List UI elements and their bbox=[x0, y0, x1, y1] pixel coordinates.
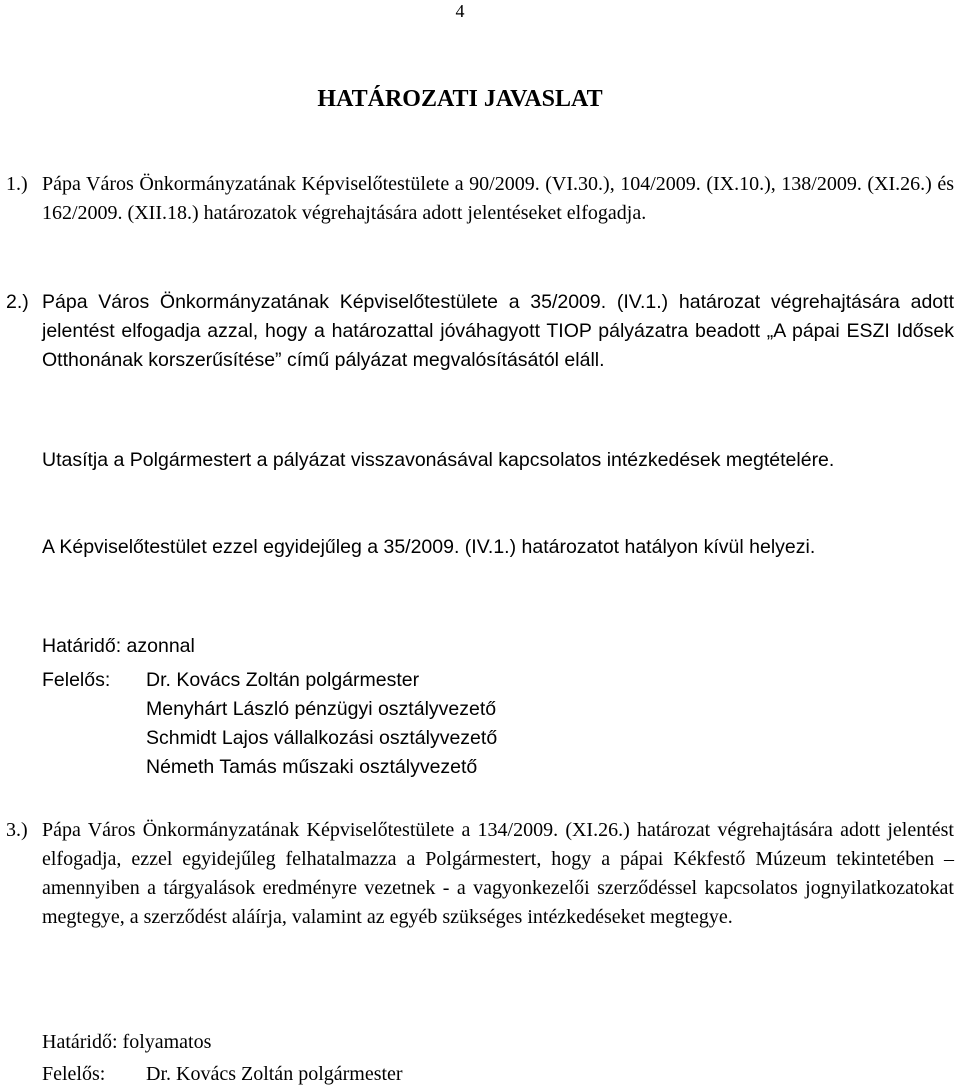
item-2-paragraph-3 bbox=[6, 533, 954, 562]
item-2-paragraph-2 bbox=[6, 446, 954, 475]
item-3-deadline: Határidő: folyamatos bbox=[42, 1031, 212, 1053]
item-2-paragraph-2-text: Utasítja a Polgármestert a pályázat visszavonásával kapcsolatos intézkedések megtételére. bbox=[42, 449, 835, 471]
document-title: HATÁROZATI JAVASLAT bbox=[317, 86, 603, 112]
page-number: 4 bbox=[455, 1, 465, 21]
responsible-person: Németh Tamás műszaki osztályvezető bbox=[146, 756, 478, 778]
item-2-paragraph-3-text: A Képviselőtestület ezzel egyidejűleg a 35/2009. (IV.1.) határozatot hatályon kívül helyezi. bbox=[42, 536, 816, 558]
responsible-person: Menyhárt László pénzügyi osztályvezető bbox=[146, 698, 497, 720]
item-3-responsible-block bbox=[42, 1060, 403, 1089]
item-3-responsible-label: Felelős: bbox=[42, 1063, 106, 1085]
item-3 bbox=[6, 816, 954, 932]
item-2 bbox=[6, 288, 954, 375]
item-1-number: 1.) bbox=[6, 173, 28, 195]
responsible-person: Schmidt Lajos vállalkozási osztályvezető bbox=[146, 727, 498, 749]
item-3-text: Pápa Város Önkormányzatának Képviselőtestülete a 134/2009. (XI.26.) határozat végrehajtására adott jelentést elfogadja, ezzel egyidejűleg felhatalmazza a Polgármestert, hogy a pápai Kékfestő Múzeum tekintetében – amennyiben a tárgyalások eredményre vezetnek - a vagyonkezelői szerződéssel kapcsolatos jognyilatkozatokat megtegye, a szerződést aláírja, valamint az egyéb szükséges intézkedéseket megtegye. bbox=[42, 819, 954, 928]
item-2-deadline: Határidő: azonnal bbox=[42, 635, 195, 657]
item-3-number: 3.) bbox=[6, 819, 28, 841]
item-2-text: Pápa Város Önkormányzatának Képviselőtestülete a 35/2009. (IV.1.) határozat végrehajtására adott jelentést elfogadja azzal, hogy a határozattal jóváhagyott TIOP pályázatra beadott „A pápai ESZI Idősek Otthonának korszerűsítése” című pályázat megvalósításától eláll. bbox=[42, 291, 954, 371]
item-2-responsible-label: Felelős: bbox=[42, 669, 111, 691]
item-1-text: Pápa Város Önkormányzatának Képviselőtestülete a 90/2009. (VI.30.), 104/2009. (IX.10.), 138/2009. (XI.26.) és 162/2009. (XII.18.) határozatok végrehajtására adott jelentéseket elfogadja. bbox=[42, 173, 954, 224]
responsible-person: Dr. Kovács Zoltán polgármester bbox=[146, 1063, 403, 1085]
responsible-person: Dr. Kovács Zoltán polgármester bbox=[146, 669, 420, 691]
item-2-number: 2.) bbox=[6, 291, 29, 313]
item-1 bbox=[6, 170, 954, 228]
item-2-responsible-block bbox=[42, 666, 497, 782]
